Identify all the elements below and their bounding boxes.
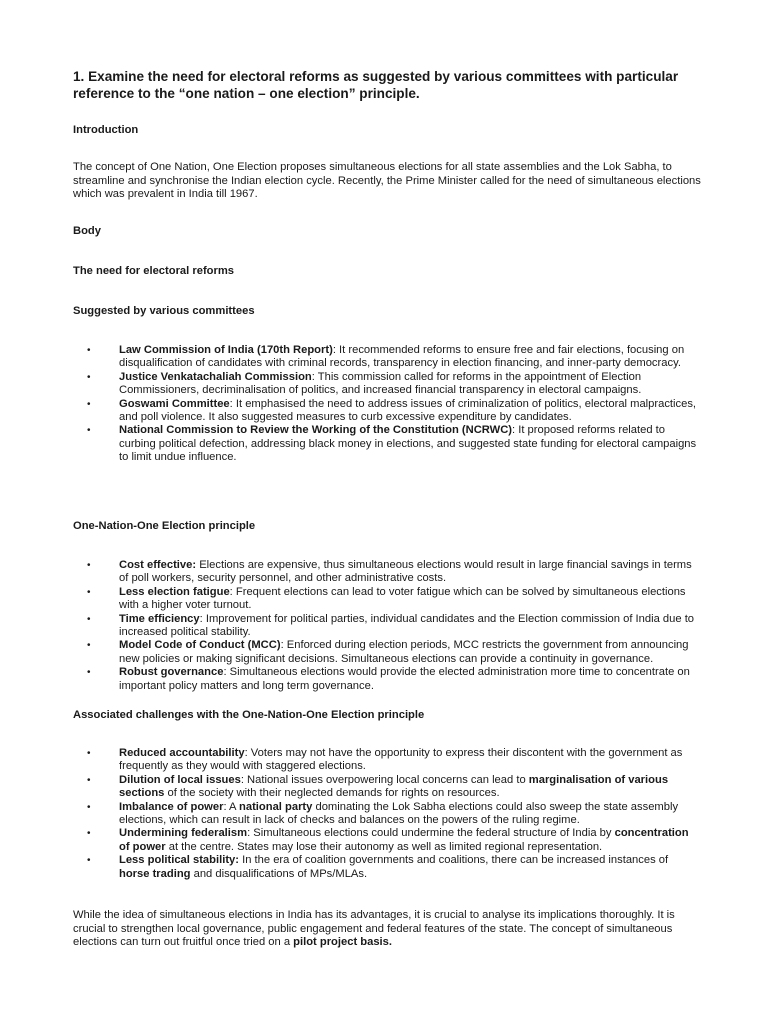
list-item: • National Commission to Review the Working of the Constitution (NCRWC): It proposed reforms related to curbing political defection, addressing black money in elections, and suggested state funding for electoral campaigns to limit undue influence. [87,424,697,464]
bullet: • [87,855,91,867]
list-item: • Law Commission of India (170th Report): It recommended reforms to ensure free and fair elections, focusing on disqualification of candidates with criminal records, transparency in election financing, and inner-party democracy. [87,344,685,370]
bullet: • [87,425,91,437]
list-item: • Dilution of local issues: National issues overpowering local concerns can lead to marginalisation of various sections of the society with their neglected demands for rights on resources. [87,773,669,800]
heading-challenges: Associated challenges with the One-Nation-One Election principle [73,709,425,721]
heading-body: Body [73,225,101,237]
principle-list [0,559,768,693]
list-item: • Robust governance: Simultaneous elections would provide the elected administration more time to concentrate on important policy matters and long term governance. [87,666,690,692]
list-item: • Less election fatigue: Frequent elections can lead to voter fatigue which can be solved by simultaneous elections with a higher voter turnout. [87,585,686,612]
list-item: • Justice Venkatachaliah Commission: This commission called for reforms in the appointment of Election Commissioners, decriminalisation of politics, and increased financial transparency in electoral campaigns. [87,370,642,397]
list-item: • Undermining federalism: Simultaneous elections could undermine the federal structure of India by concentration of power at the centre. States may lose their autonomy as well as limited regional representation. [87,827,689,853]
bullet: • [87,801,91,813]
list-item: • Model Code of Conduct (MCC): Enforced during election periods, MCC restricts the government from announcing new policies or making significant decisions. Simultaneous elections can provide a continuity in governance. [87,639,689,665]
list-item: • Goswami Committee: It emphasised the need to address issues of criminalization of politics, electoral malpractices, and poll violence. It also suggested measures to curb excessive expenditure by candidates. [87,397,697,424]
bullet: • [87,640,91,652]
list-item: • Less political stability: In the era of coalition governments and coalitions, there can be increased instances of horse trading and disqualifications of MPs/MLAs. [87,854,669,880]
bullet: • [87,398,91,410]
bullet: • [87,828,91,840]
bullet: • [87,345,91,356]
list-item: • Time efficiency: Improvement for political parties, individual candidates and the Election commission of India due to increased political stability. [87,612,695,639]
question-title: 1. Examine the need for electoral reforms as suggested by various committees with particular reference to the “one nation – one election” principle. [73,69,679,101]
list-item: • Imbalance of power: A national party dominating the Lok Sabha elections could also sweep the state assembly elections, which can result in lack of checks and balances on the powers of the ruling regime. [87,800,679,827]
conclusion-paragraph: While the idea of simultaneous elections in India has its advantages, it is crucial to analyse its implications thoroughly. It is crucial to strengthen local governance, public engagement and federal features of the state. The concept of simultaneous elections can turn out fruitful once tried on a pilot project basis. [73,909,675,948]
list-item: • Reduced accountability: Voters may not have the opportunity to express their discontent with the government as frequently as they would with staggered elections. [87,747,683,773]
bullet: • [87,748,91,759]
bullet: • [87,371,91,383]
intro-paragraph: The concept of One Nation, One Election proposes simultaneous elections for all state assemblies and the Lok Sabha, to streamline and synchronise the Indian election cycle. Recently, the Prime Minister called for the need of simultaneous elections which was prevalent in India till 1967. [73,161,701,200]
bullet: • [87,586,91,598]
bullet: • [87,613,91,625]
bullet: • [87,774,91,786]
bullet: • [87,667,91,679]
heading-introduction: Introduction [73,124,139,136]
heading-committees: Suggested by various committees [73,305,255,317]
list-item: • Cost effective: Elections are expensive, thus simultaneous elections would result in large financial savings in terms of poll workers, security personnel, and other administrative costs. [87,559,692,585]
heading-need: The need for electoral reforms [73,265,235,277]
bullet: • [87,560,91,571]
committees-list [0,344,768,465]
heading-principle: One-Nation-One Election principle [73,520,256,532]
challenges-list [0,747,768,881]
